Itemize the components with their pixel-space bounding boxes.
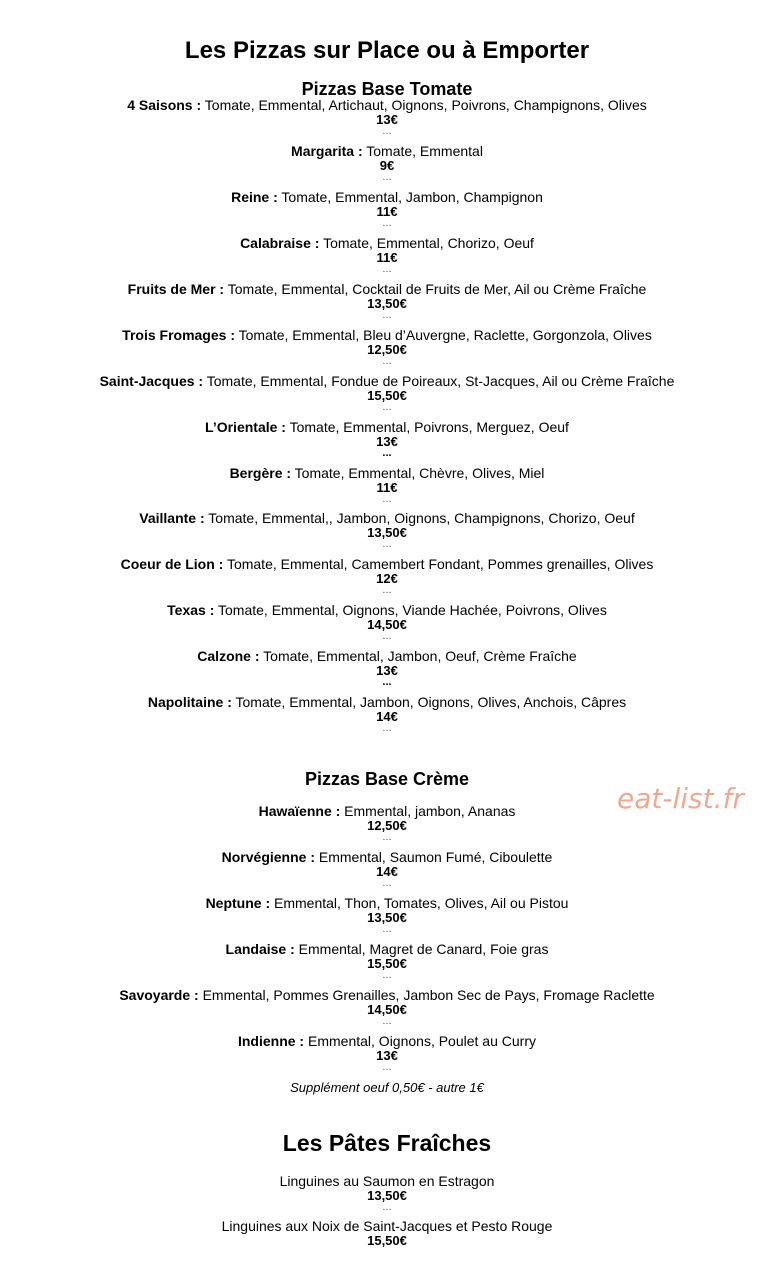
item-description: Tomate, Emmental, Camembert Fondant, Pommes grenailles, Olives (223, 556, 654, 572)
item-price: 12€ (376, 571, 398, 586)
item-price: 9€ (379, 158, 395, 173)
item-description: Tomate, Emmental,, Jambon, Oignons, Champignons, Chorizo, Oeuf (204, 510, 635, 526)
item-name: Savoyarde : (119, 987, 199, 1003)
menu-item (0, 804, 774, 842)
item-description: Emmental, Oignons, Poulet au Curry (304, 1033, 536, 1049)
item-name: Coeur de Lion : (120, 556, 224, 572)
item-price: 14€ (376, 709, 398, 724)
separator: ... (382, 493, 392, 505)
item-price: 13,50€ (367, 910, 407, 925)
separator: ... (382, 630, 392, 642)
separator: ... (382, 1015, 392, 1027)
menu-item (0, 557, 774, 595)
item-description: Emmental, Thon, Tomates, Olives, Ail ou Pistou (270, 895, 569, 911)
menu-item (0, 282, 774, 320)
item-price: 13€ (376, 112, 398, 127)
item-name: Napolitaine : (147, 694, 232, 710)
item-price: 13€ (376, 434, 398, 449)
section-title-creme: Pizzas Base Crème (304, 769, 470, 789)
menu-item (0, 511, 774, 549)
item-name: Calzone : (197, 648, 260, 664)
separator: ... (382, 969, 392, 981)
item-price: 13,50€ (367, 1188, 407, 1203)
item-description: Tomate, Emmental, Cocktail de Fruits de Mer, Ail ou Crème Fraîche (224, 281, 647, 297)
separator: ... (382, 263, 392, 275)
item-name: Norvégienne : (221, 849, 315, 865)
item-price: 15,50€ (367, 388, 407, 403)
item-description: Tomate, Emmental, Poivrons, Merguez, Oeuf (285, 419, 569, 435)
menu-item (0, 695, 774, 733)
item-price: 14,50€ (367, 1002, 407, 1017)
item-price: 13,50€ (367, 296, 407, 311)
separator: ... (382, 1061, 392, 1073)
item-description: Emmental, Saumon Fumé, Ciboulette (315, 849, 553, 865)
separator: ... (382, 538, 392, 550)
item-description: Tomate, Emmental (362, 143, 483, 159)
item-name: Neptune : (205, 895, 271, 911)
item-price: 11€ (376, 480, 398, 495)
item-name: Saint-Jacques : (99, 373, 204, 389)
menu-item (0, 1034, 774, 1072)
item-description: Tomate, Emmental, Jambon, Oeuf, Crème Fraîche (259, 648, 577, 664)
menu-item (0, 236, 774, 274)
item-price: 11€ (376, 250, 398, 265)
item-name: L’Orientale : (205, 419, 286, 435)
item-name: Fruits de Mer : (127, 281, 225, 297)
separator: ... (382, 447, 392, 459)
menu-item (0, 420, 774, 458)
item-price: 13€ (376, 1048, 398, 1063)
menu-item (0, 466, 774, 504)
menu-item (0, 896, 774, 934)
menu-item (0, 850, 774, 888)
menu-item (0, 942, 774, 980)
menu-item (0, 1174, 774, 1212)
menu-item (0, 1219, 774, 1248)
item-price: 15,50€ (367, 956, 407, 971)
item-name: 4 Saisons : (127, 97, 202, 113)
item-name: Texas : (167, 602, 215, 618)
item-description: Tomate, Emmental, Bleu d’Auvergne, Raclette, Gorgonzola, Olives (234, 327, 652, 343)
item-description: Tomate, Emmental, Fondue de Poireaux, St-Jacques, Ail ou Crème Fraîche (203, 373, 675, 389)
item-description: Tomate, Emmental, Artichaut, Oignons, Poivrons, Champignons, Olives (201, 97, 647, 113)
item-description: Linguines aux Noix de Saint-Jacques et Pesto Rouge (221, 1218, 553, 1234)
item-description: Linguines au Saumon en Estragon (279, 1173, 495, 1189)
separator: ... (382, 584, 392, 596)
separator: ... (382, 831, 392, 843)
item-price: 14,50€ (367, 617, 407, 632)
item-description: Emmental, Pommes Grenailles, Jambon Sec de Pays, Fromage Raclette (198, 987, 655, 1003)
separator: ... (382, 676, 392, 688)
section-title-pates: Les Pâtes Fraîches (282, 1130, 492, 1156)
item-name: Bergère : (229, 465, 292, 481)
section-title-tomate: Pizzas Base Tomate (301, 79, 473, 99)
separator: ... (382, 401, 392, 413)
separator: ... (382, 309, 392, 321)
item-price: 12,50€ (367, 342, 407, 357)
supplement-note: Supplément oeuf 0,50€ - autre 1€ (290, 1080, 484, 1095)
separator: ... (382, 923, 392, 935)
item-price: 13,50€ (367, 525, 407, 540)
item-name: Landaise : (225, 941, 295, 957)
separator: ... (382, 1201, 392, 1213)
watermark-text: eat-list.fr (617, 782, 744, 815)
item-description: Tomate, Emmental, Jambon, Champignon (277, 189, 543, 205)
item-description: Tomate, Emmental, Chèvre, Olives, Miel (291, 465, 545, 481)
item-name: Hawaïenne : (258, 803, 341, 819)
separator: ... (382, 722, 392, 734)
item-description: Emmental, jambon, Ananas (340, 803, 516, 819)
item-name: Indienne : (237, 1033, 305, 1049)
separator: ... (382, 355, 392, 367)
menu-item (0, 649, 774, 687)
item-price: 12,50€ (367, 818, 407, 833)
menu-item (0, 374, 774, 412)
separator: ... (382, 877, 392, 889)
menu-item (0, 190, 774, 228)
page-title: Les Pizzas sur Place ou à Emporter (184, 37, 590, 64)
item-price: 11€ (376, 204, 398, 219)
item-name: Trois Fromages : (122, 327, 235, 343)
separator: ... (382, 171, 392, 183)
separator: ... (382, 125, 392, 137)
item-description: Tomate, Emmental, Chorizo, Oeuf (319, 235, 534, 251)
item-price: 13€ (376, 663, 398, 678)
item-name: Vaillante : (139, 510, 205, 526)
menu-item (0, 98, 774, 136)
item-price: 15,50€ (367, 1233, 407, 1248)
item-name: Reine : (231, 189, 278, 205)
menu-item (0, 328, 774, 366)
item-description: Emmental, Magret de Canard, Foie gras (294, 941, 549, 957)
item-name: Margarita : (291, 143, 363, 159)
menu-item (0, 988, 774, 1026)
item-price: 14€ (376, 864, 398, 879)
item-description: Tomate, Emmental, Oignons, Viande Hachée, Poivrons, Olives (214, 602, 607, 618)
item-name: Calabraise : (240, 235, 320, 251)
menu-item (0, 603, 774, 641)
separator: ... (382, 217, 392, 229)
menu-item (0, 144, 774, 182)
item-description: Tomate, Emmental, Jambon, Oignons, Olives, Anchois, Câpres (231, 694, 627, 710)
